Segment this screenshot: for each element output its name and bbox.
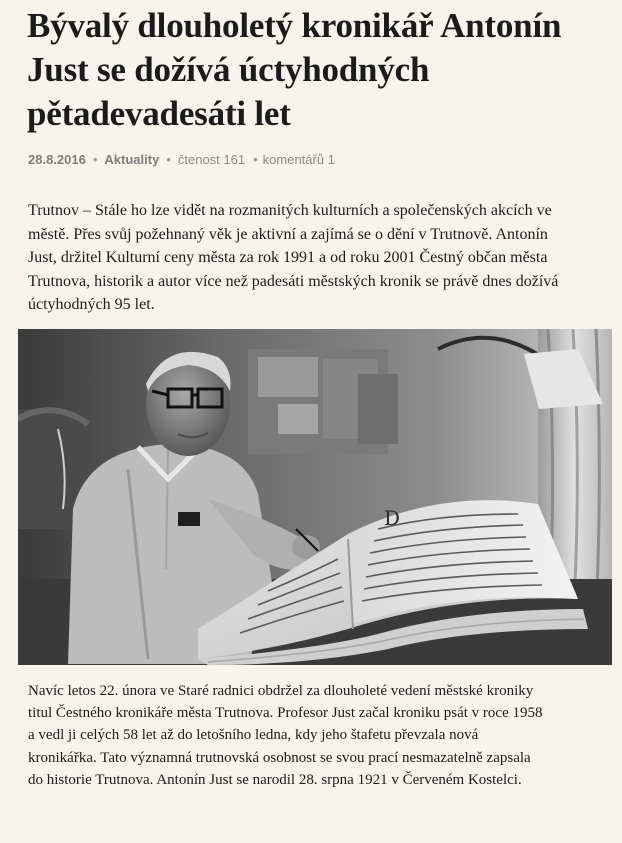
article-comments-link[interactable]: komentářů 1 bbox=[262, 152, 335, 167]
article-title: Bývalý dlouholetý kronikář Antonín Just se dožívá úctyhodných pětadevadesáti let bbox=[27, 6, 562, 133]
article-meta bbox=[28, 152, 335, 167]
article-body: Navíc letos 22. února ve Staré radnici obdržel za dlouholeté vedení městské kroniky titul Čestného kronikáře města Trutnova. Profesor Just začal kroniku psát v roce 1958 a vedl ji celých 58 let až do letošního ledna, kdy jeho štafetu převzala nová kronikářka. Tato významná trutnovská osobnost se svou prací nesmazatelně zapsala do historie Trutnova. Antonín Just se narodil 28. srpna 1921 v Červeném Kostelci. bbox=[28, 683, 543, 788]
article-lead: Trutnov – Stále ho lze vidět na rozmanitých kulturních a společenských akcích ve městě. Přes svůj požehnaný věk je aktivní a zajímá se o dění v Trutnově. Antonín Just, držitel Kulturní ceny města za rok 1991 a od roku 2001 Čestný občan města Trutnova, historik a autor více než padesáti městských kronik se právě dnes dožívá úctyhodných 95 let. bbox=[28, 202, 559, 314]
article-category-link[interactable]: Aktuality bbox=[104, 152, 160, 167]
meta-separator: • bbox=[253, 152, 258, 167]
meta-separator: • bbox=[166, 152, 171, 167]
meta-separator: • bbox=[92, 152, 98, 167]
article-views: čtenost 161 bbox=[177, 152, 246, 167]
article-photo[interactable] bbox=[18, 329, 612, 665]
photo-antonin-just-writing-chronicle bbox=[18, 329, 612, 665]
svg-text:D: D bbox=[384, 506, 401, 530]
article-date: 28.8.2016 bbox=[28, 152, 86, 167]
